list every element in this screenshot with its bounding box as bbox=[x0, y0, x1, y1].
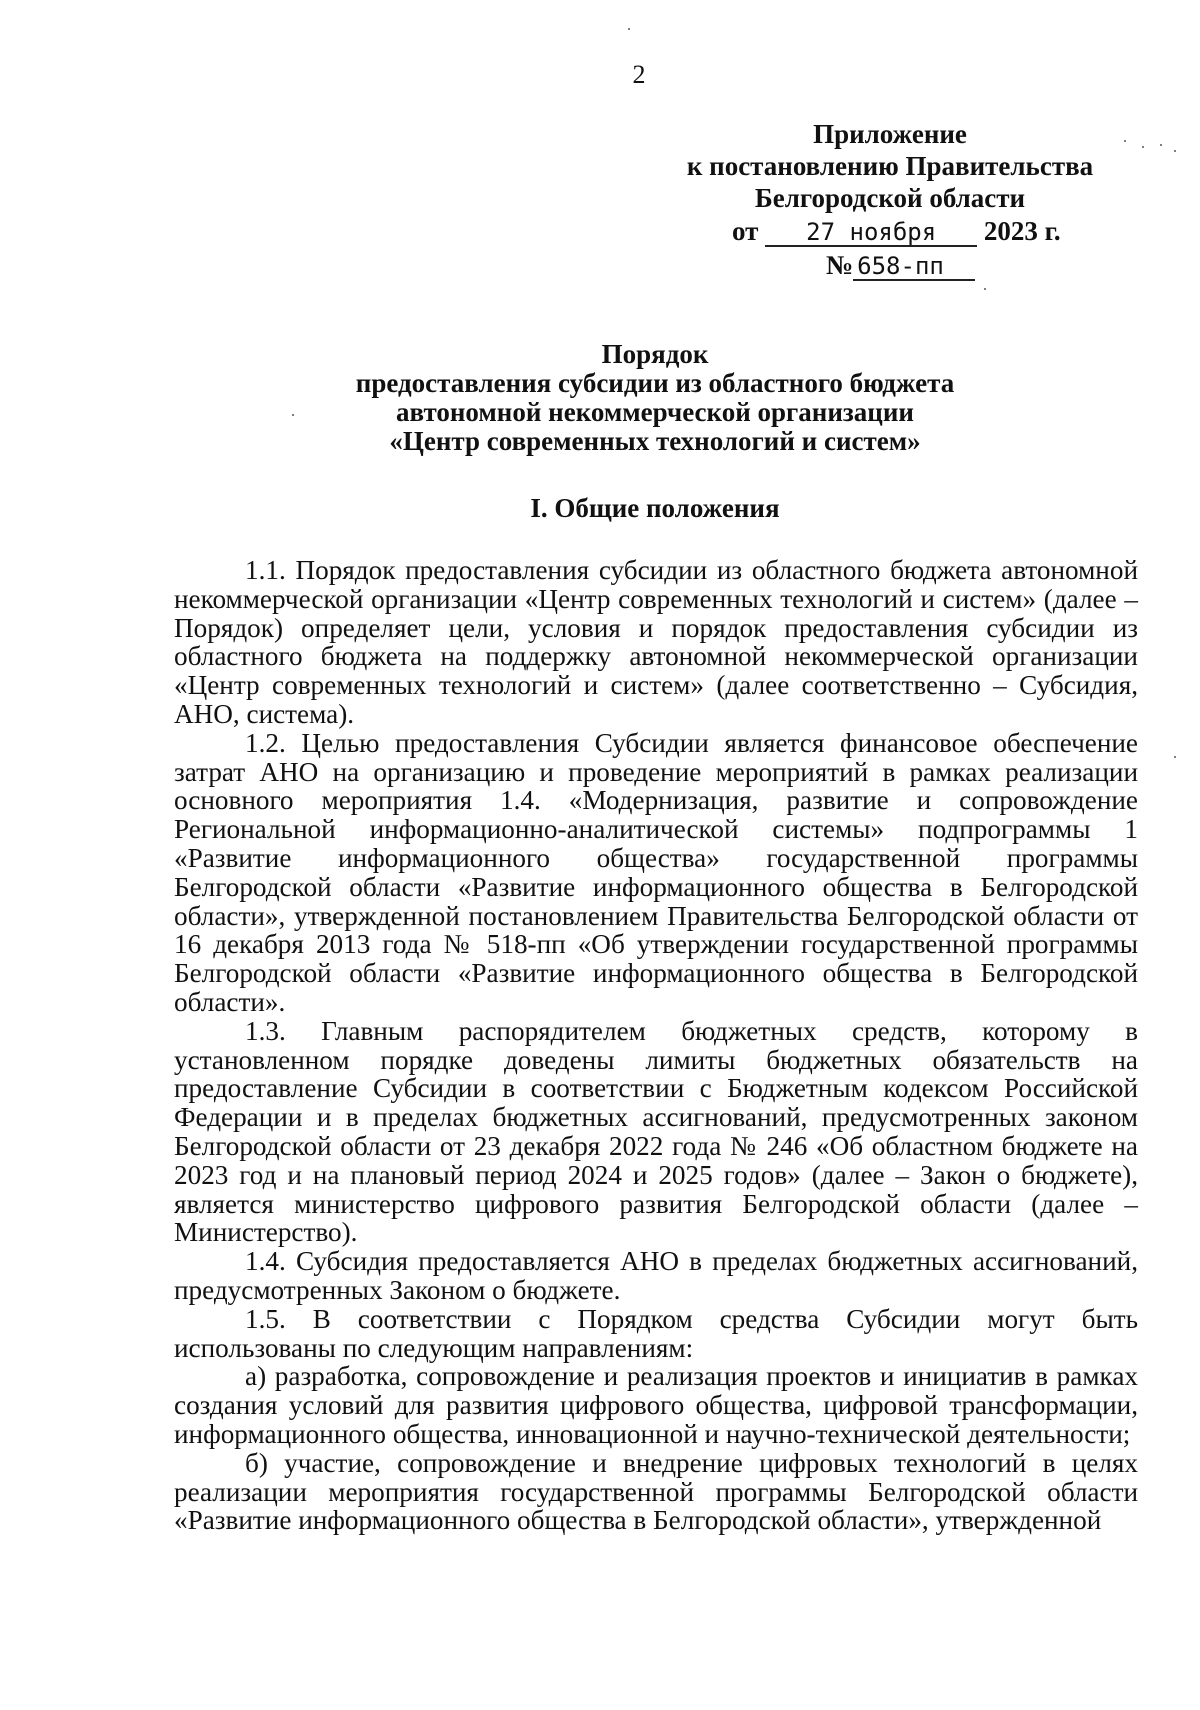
scan-speck bbox=[1142, 146, 1144, 148]
title-line-3: автономной некоммерческой организации bbox=[396, 397, 914, 427]
paragraph-1-1: 1.1. Порядок предоставления субсидии из областного бюджета автономной некоммерческой организации «Центр современных технологий и систем» (далее – Порядок) определяет цели, условия и порядок предоставления субсидии из областного бюджета на поддержку автономной некоммерческой организации «Центр современных технологий и систем» (далее соответственно – Субсидия, АНО, система). bbox=[174, 555, 1138, 729]
date-prefix: от bbox=[732, 216, 759, 246]
resolution-number-line bbox=[826, 250, 975, 281]
paragraph-1-2: 1.2. Целью предоставления Субсидии является финансовое обеспечение затрат АНО на организацию и проведение мероприятий в рамках реализации основного мероприятия 1.4. «Модернизация, развитие и сопровождение Региональной информационно-аналитической системы» подпрограммы 1 «Развитие информационного общества» государственной программы Белгородской области «Развитие информационного общества в Белгородской области», утвержденной постановлением Правительства Белгородской области от 16 декабря 2013 года № 518-пп «Об утверждении государственной программы Белгородской области «Развитие информационного общества в Белгородской области». bbox=[174, 727, 1138, 1017]
document-title bbox=[0, 340, 1200, 456]
appendix-header bbox=[680, 118, 1100, 214]
scan-speck bbox=[628, 28, 630, 30]
paragraph-1-5-b: б) участие, сопровождение и внедрение цифровых технологий в целях реализации мероприятия государственной программы Белгородской области «Развитие информационного общества в Белгородской области», утвержденной bbox=[174, 1447, 1138, 1536]
scan-speck bbox=[1174, 150, 1176, 152]
paragraph-1-4: 1.4. Субсидия предоставляется АНО в пределах бюджетных ассигнований, предусмотренных Законом о бюджете. bbox=[174, 1246, 1138, 1305]
appendix-region: Белгородской области bbox=[754, 183, 1026, 213]
paragraph-1-3: 1.3. Главным распорядителем бюджетных средств, которому в установленном порядке доведены лимиты бюджетных обязательств на предоставление Субсидии в соответствии с Бюджетным кодексом Российской Федерации и в пределах бюджетных ассигнований, предусмотренных законом Белгородской области от 23 декабря 2022 года № 246 «Об областном бюджете на 2023 год и на плановый период 2024 и 2025 годов» (далее – Закон о бюджете), является министерство цифрового развития Белгородской области (далее – Министерство). bbox=[174, 1015, 1138, 1248]
scan-speck bbox=[1124, 140, 1126, 142]
resolution-date-value: 27 ноября bbox=[765, 219, 977, 247]
paragraph-1-5: 1.5. В соответствии с Порядком средства Субсидии могут быть использованы по следующим направлениям: bbox=[174, 1303, 1138, 1363]
scan-speck bbox=[1174, 756, 1176, 758]
appendix-label: Приложение bbox=[813, 119, 967, 149]
resolution-date-line bbox=[732, 216, 1061, 247]
section-heading: I. Общие положения bbox=[530, 493, 780, 523]
page-number: 2 bbox=[632, 60, 646, 89]
paragraph-1-5-a: а) разработка, сопровождение и реализация проектов и инициатив в рамках создания условий для развития цифрового общества, цифровой трансформации, информационного общества, инновационной и научно-технической деятельности; bbox=[174, 1361, 1138, 1449]
resolution-number-value: 658-пп bbox=[853, 253, 975, 281]
document-body bbox=[174, 556, 1138, 1535]
title-line-1: Порядок bbox=[601, 339, 709, 369]
scan-speck bbox=[1160, 144, 1162, 146]
number-prefix: № bbox=[826, 250, 854, 280]
scan-speck bbox=[292, 414, 294, 416]
title-line-4: «Центр современных технологий и систем» bbox=[389, 426, 921, 456]
title-line-2: предоставления субсидии из областного бюджета bbox=[355, 368, 955, 398]
date-suffix: 2023 г. bbox=[983, 216, 1061, 246]
appendix-resolution-ref: к постановлению Правительства bbox=[686, 151, 1094, 181]
scan-speck bbox=[984, 288, 986, 290]
